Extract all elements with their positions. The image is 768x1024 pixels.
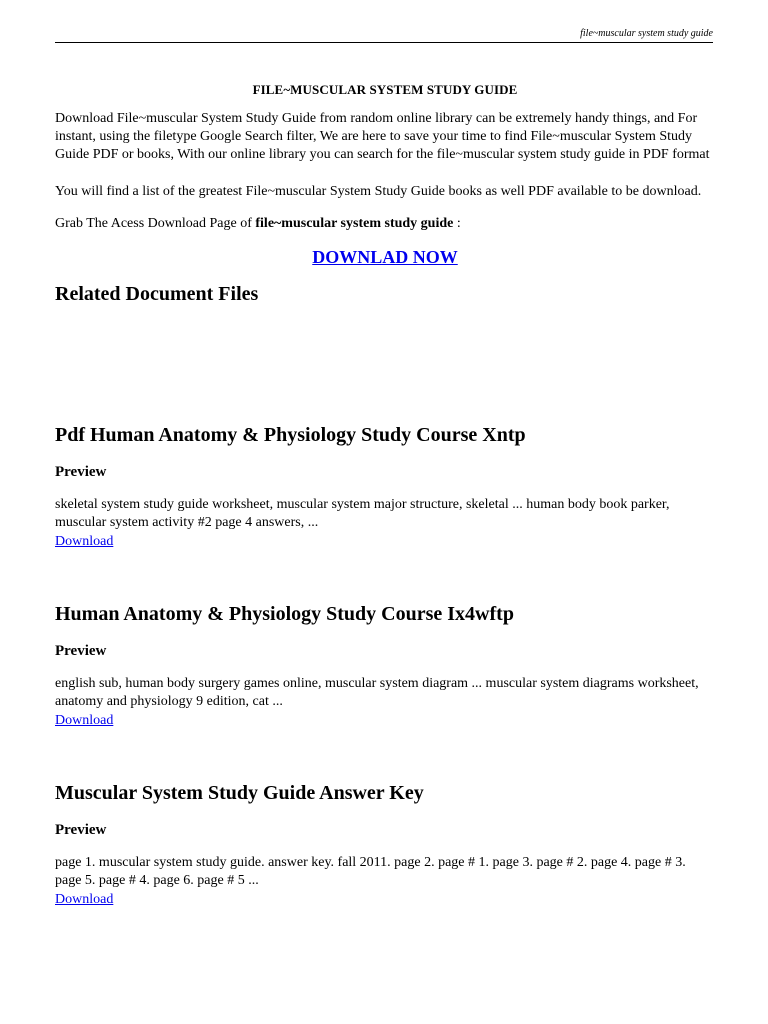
related-entry [55,603,715,730]
header-divider [55,42,713,43]
grab-paragraph [55,215,715,233]
preview-label: Preview [55,822,107,838]
entry-title: Human Anatomy & Physiology Study Course Ix4wftp [55,603,514,625]
entry-download-link[interactable]: Download [55,892,114,907]
related-files-heading: Related Document Files [55,283,259,305]
intro-paragraph: Download File~muscular System Study Guide from random online library can be extremely handy things, and For instant, using the filetype Google Search filter, We are here to save your time to find File~muscular System Study Guide PDF or books, With our online library you can search for the file~muscular system study guide in PDF format [55,111,710,162]
list-note-paragraph: You will find a list of the greatest File~muscular System Study Guide books as well PDF available to be download. [55,184,702,199]
entry-title: Pdf Human Anatomy & Physiology Study Course Xntp [55,424,526,446]
entry-snippet: english sub, human body surgery games online, muscular system diagram ... muscular system diagrams worksheet, anatomy and physiology 9 edition, cat ... [55,676,699,709]
related-entry [55,782,715,909]
entry-download-link[interactable]: Download [55,534,114,549]
grab-prefix: Grab The Acess Download Page of [55,216,256,231]
document-body [55,82,715,909]
entry-snippet: page 1. muscular system study guide. answer key. fall 2011. page 2. page # 1. page 3. page # 2. page 4. page # 3. page 5. page # 4. page 6. page # 5 ... [55,855,686,888]
entry-snippet: skeletal system study guide worksheet, muscular system major structure, skeletal ... human body book parker, muscular system activity #2 page 4 answers, ... [55,497,670,530]
download-now-link[interactable]: DOWNLAD NOW [312,247,458,267]
grab-suffix: : [453,216,461,231]
download-cta-container [55,247,715,268]
entry-download-link[interactable]: Download [55,713,114,728]
preview-label: Preview [55,643,107,659]
entry-title: Muscular System Study Guide Answer Key [55,782,424,804]
related-entry [55,424,715,551]
grab-keyword: file~muscular system study guide [255,216,454,231]
document-title: FILE~MUSCULAR SYSTEM STUDY GUIDE [252,82,518,97]
running-header: file~muscular system study guide [580,28,713,39]
preview-label: Preview [55,464,107,480]
